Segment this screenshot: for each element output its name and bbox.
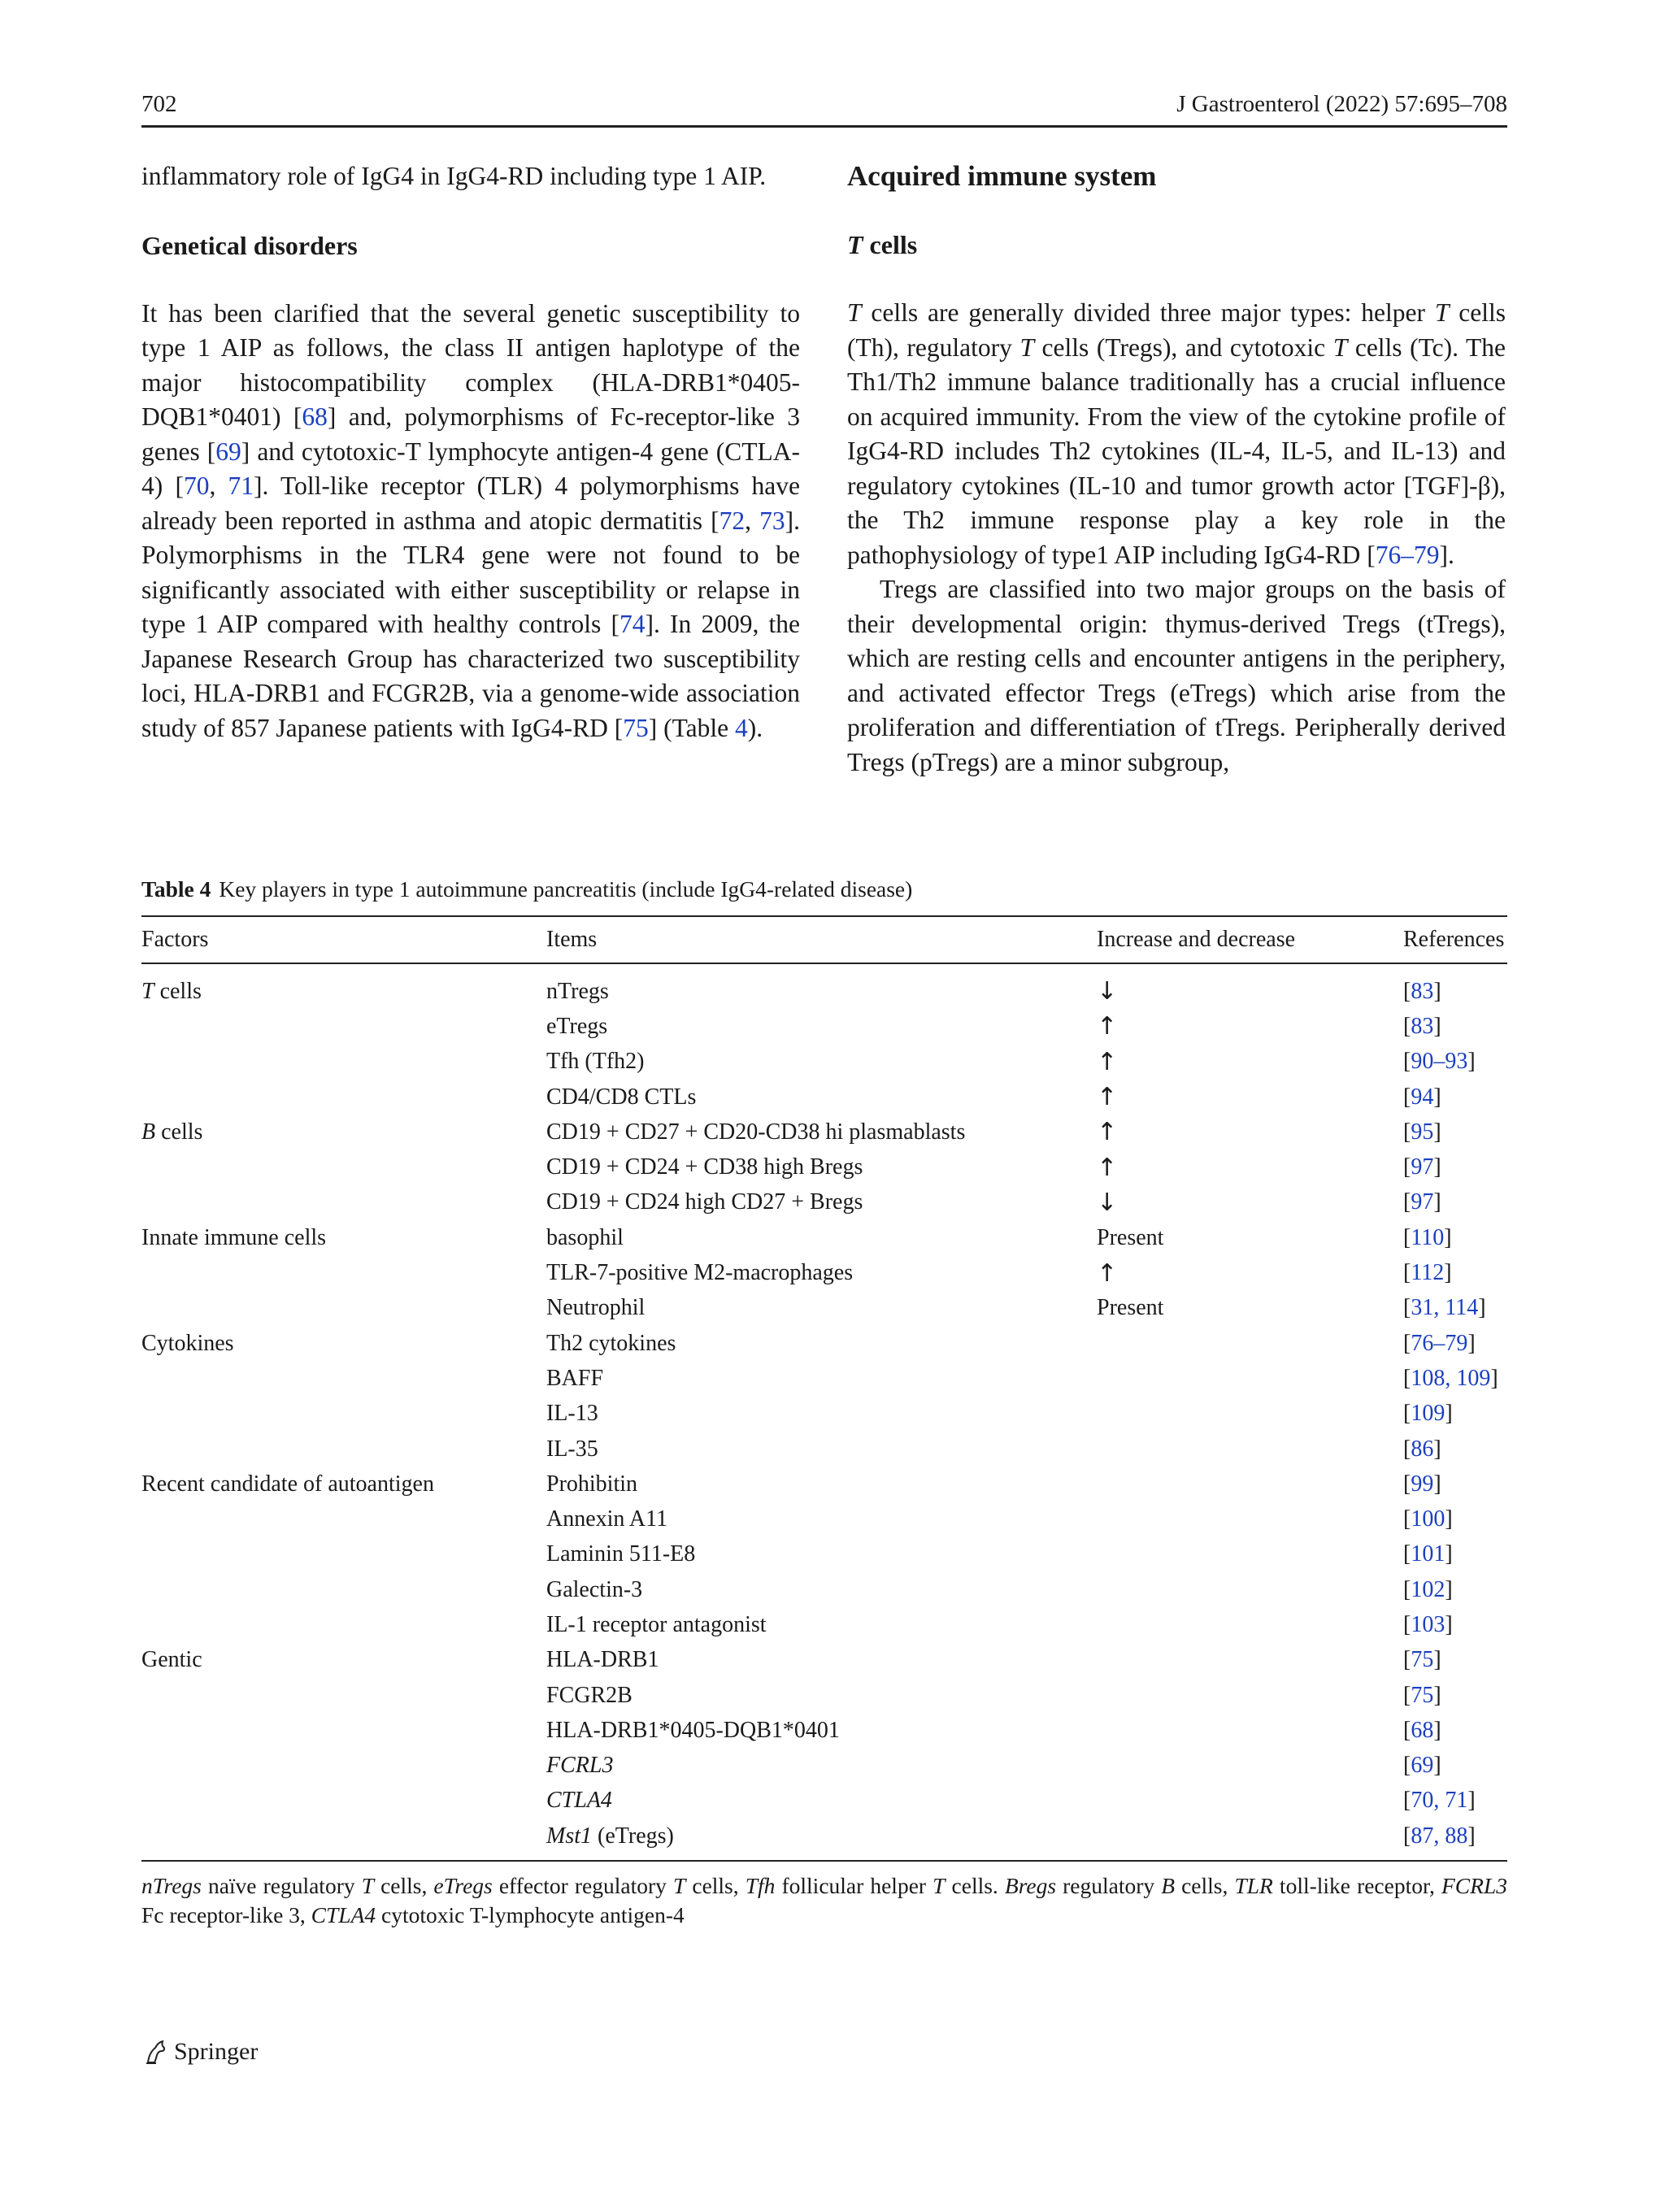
change-cell: [1097, 1784, 1403, 1819]
item-cell: eTregs: [546, 1013, 608, 1039]
factor-cell: [141, 1009, 546, 1044]
item-cell: Annexin A11: [546, 1506, 668, 1532]
factor-cell: [141, 1713, 546, 1748]
table-caption: Table 4 Key players in type 1 autoimmune pancreatitis (include IgG4-related disease): [141, 876, 913, 902]
citation-link[interactable]: 101: [1411, 1541, 1445, 1567]
reference-cell: [68]: [1403, 1717, 1441, 1743]
citation-link[interactable]: 72: [719, 506, 746, 535]
col-header-items: Items: [546, 916, 1097, 963]
citation-link[interactable]: 69: [1411, 1753, 1434, 1779]
table-footnote: nTregs naïve regulatory T cells, eTregs effector regulatory T cells, Tfh follicular helper T cells. Bregs regulatory B cells, TLR toll-like receptor, FCRL3 Fc receptor-like 3, CTLA4 cytotoxic T-lymphocyte antigen-4: [141, 1873, 1507, 1927]
table-row: [141, 1432, 1507, 1467]
table-row: [141, 1115, 1507, 1149]
change-cell: [1097, 1607, 1403, 1642]
running-header: [141, 88, 1507, 128]
reference-cell: [75]: [1403, 1682, 1441, 1708]
change-cell: [1097, 1432, 1403, 1467]
citation-link[interactable]: 76–79: [1375, 540, 1440, 569]
right-column: [847, 159, 1506, 780]
item-cell: Galectin-3: [546, 1576, 643, 1602]
item-cell: Neutrophil: [546, 1295, 646, 1321]
reference-cell: [112]: [1403, 1260, 1452, 1286]
journal-citation: J Gastroenterol (2022) 57:695–708: [1176, 91, 1507, 117]
item-cell: HLA-DRB1: [546, 1647, 659, 1673]
factor-cell: [141, 1397, 546, 1432]
change-cell: Present: [1097, 1295, 1164, 1321]
reference-cell: [83]: [1403, 1013, 1441, 1039]
publisher-footer: [141, 2038, 258, 2066]
change-cell: ↑: [1097, 1258, 1118, 1288]
table-row: [141, 1784, 1507, 1819]
factor-cell: [141, 1149, 546, 1184]
reference-cell: [101]: [1403, 1541, 1453, 1567]
table-row: [141, 1467, 1507, 1501]
citation-link[interactable]: 103: [1411, 1611, 1445, 1637]
table-row: [141, 1045, 1507, 1080]
change-cell: ↑: [1097, 1083, 1118, 1112]
table-row: [141, 1326, 1507, 1361]
page-number: 702: [141, 91, 177, 117]
factor-cell: [141, 1501, 546, 1536]
table-row: [141, 1220, 1507, 1255]
table-row: [141, 1678, 1507, 1713]
item-cell: HLA-DRB1*0405-DQB1*0401: [546, 1717, 840, 1743]
citation-link[interactable]: 69: [215, 437, 241, 466]
citation-link[interactable]: 75: [1411, 1682, 1434, 1708]
table-row: [141, 1185, 1507, 1220]
change-cell: [1097, 1749, 1403, 1784]
table-row: [141, 1643, 1507, 1678]
citation-link[interactable]: 94: [1411, 1084, 1434, 1110]
reference-cell: [90–93]: [1403, 1049, 1476, 1075]
reference-cell: [87, 88]: [1403, 1819, 1507, 1861]
factor-cell: [141, 1819, 546, 1861]
citation-link[interactable]: 83: [1411, 1013, 1434, 1039]
section-heading-acquired: Acquired immune system: [847, 160, 1157, 192]
change-cell: [1097, 1819, 1403, 1861]
factor-cell: Innate immune cells: [141, 1224, 327, 1250]
citation-link[interactable]: 86: [1411, 1436, 1434, 1462]
citation-link[interactable]: 102: [1411, 1576, 1445, 1602]
factor-cell: [141, 1607, 546, 1642]
col-header-change: Increase and decrease: [1097, 916, 1403, 963]
factor-cell: Recent candidate of autoantigen: [141, 1471, 434, 1497]
citation-link[interactable]: 99: [1411, 1471, 1434, 1497]
change-cell: [1097, 1397, 1403, 1432]
citation-link[interactable]: 75: [623, 713, 649, 742]
change-cell: [1097, 1572, 1403, 1607]
subsection-heading-tcells: T cells: [847, 230, 918, 259]
factor-cell: B cells: [141, 1119, 203, 1145]
citation-link[interactable]: 112: [1411, 1260, 1445, 1286]
item-cell: basophil: [546, 1224, 624, 1250]
change-cell: [1097, 1643, 1403, 1678]
section-heading-genetical: Genetical disorders: [141, 230, 358, 260]
factor-cell: [141, 1255, 546, 1290]
item-cell: CD19 + CD24 high CD27 + Bregs: [546, 1189, 863, 1215]
factor-cell: T cells: [141, 978, 202, 1004]
table-row: [141, 1713, 1507, 1748]
table-row: [141, 1572, 1507, 1607]
item-cell: nTregs: [546, 978, 609, 1004]
factor-cell: [141, 1432, 546, 1467]
citation-link[interactable]: 87, 88: [1411, 1823, 1468, 1849]
table-row: [141, 1149, 1507, 1184]
table-row: [141, 1819, 1507, 1861]
citation-link[interactable]: 68: [1411, 1717, 1434, 1743]
change-cell: ↑: [1097, 1118, 1118, 1147]
table-row: [141, 1501, 1507, 1536]
factor-cell: Gentic: [141, 1647, 202, 1673]
reference-cell: [76–79]: [1403, 1330, 1476, 1356]
factor-cell: [141, 1361, 546, 1396]
citation-link[interactable]: 71: [228, 472, 254, 500]
table-link[interactable]: 4: [735, 713, 748, 742]
reference-cell: [99]: [1403, 1471, 1441, 1497]
item-cell: CD19 + CD27 + CD20-CD38 hi plasmablasts: [546, 1119, 966, 1145]
table-row: [141, 1537, 1507, 1572]
table-row: [141, 1009, 1507, 1044]
reference-cell: [94]: [1403, 1084, 1441, 1110]
factor-cell: [141, 1572, 546, 1607]
change-cell: [1097, 1361, 1403, 1396]
item-cell: TLR-7-positive M2-macrophages: [546, 1260, 854, 1286]
item-cell: CD19 + CD24 + CD38 high Bregs: [546, 1154, 863, 1180]
reference-cell: [110]: [1403, 1224, 1452, 1250]
change-cell: [1097, 1326, 1403, 1361]
factor-cell: [141, 1185, 546, 1220]
citation-link[interactable]: 70, 71: [1411, 1788, 1468, 1814]
factor-cell: [141, 1045, 546, 1080]
reference-cell: [97]: [1403, 1189, 1441, 1215]
item-cell: Prohibitin: [546, 1471, 638, 1497]
reference-cell: [69]: [1403, 1753, 1441, 1779]
citation-link[interactable]: 70: [183, 472, 210, 500]
item-cell: FCRL3: [546, 1753, 614, 1779]
table-row: [141, 1255, 1507, 1290]
item-cell: Th2 cytokines: [546, 1330, 676, 1356]
carryover-paragraph: inflammatory role of IgG4 in IgG4-RD including type 1 AIP.: [141, 162, 767, 190]
item-cell: IL-1 receptor antagonist: [546, 1611, 767, 1637]
item-cell: IL-13: [546, 1401, 598, 1427]
table-row: [141, 1607, 1507, 1642]
factor-cell: [141, 1537, 546, 1572]
factor-cell: [141, 1080, 546, 1115]
change-cell: [1097, 1537, 1403, 1572]
citation-link[interactable]: 108, 109: [1411, 1365, 1491, 1391]
item-cell: BAFF: [546, 1365, 604, 1391]
change-cell: [1097, 1467, 1403, 1501]
reference-cell: [97]: [1403, 1154, 1441, 1180]
factor-cell: [141, 1678, 546, 1713]
item-cell: FCGR2B: [546, 1682, 633, 1708]
tregs-paragraph: Tregs are classified into two major groups on the basis of their developmental origin: thymus-derived Tregs (tTregs), which are resting cells and encounter antigens in the periphery, and activated effector Tregs (eTregs) which arise from the proliferation and differentiation of tTregs. Peripherally derived Tregs (pTregs) are a minor subgroup,: [847, 575, 1506, 776]
reference-cell: [108, 109]: [1403, 1365, 1498, 1391]
tcells-paragraph: T cells are generally divided three major types: helper T cells (Th), regulatory T cells (Tregs), and cytotoxic T cells (Tc). The Th1/Th2 immune balance traditionally has a crucial influence on acquired immunity. From the view of the cytokine profile of IgG4-RD includes Th2 cytokines (IL-4, IL-5, and IL-13) and regulatory cytokines (IL-10 and tumor growth actor [TGF]-β), the Th2 immune response play a key role in the pathophysiology of type1 AIP including IgG4-RD [76–79].: [847, 298, 1506, 569]
change-cell: ↑: [1097, 1153, 1118, 1182]
reference-cell: [103]: [1403, 1611, 1453, 1637]
citation-link[interactable]: 97: [1411, 1154, 1434, 1180]
table-row: [141, 1361, 1507, 1396]
reference-cell: [102]: [1403, 1576, 1453, 1602]
citation-link[interactable]: 31, 114: [1411, 1295, 1479, 1321]
table-row: [141, 963, 1507, 1009]
change-cell: Present: [1097, 1224, 1164, 1250]
change-cell: ↑: [1097, 1012, 1118, 1041]
citation-link[interactable]: 74: [619, 610, 646, 638]
change-cell: [1097, 1501, 1403, 1536]
citation-link[interactable]: 110: [1411, 1224, 1445, 1250]
col-header-factors: Factors: [141, 916, 546, 963]
item-cell: Mst1 (eTregs): [546, 1819, 1097, 1861]
table-row: [141, 1397, 1507, 1432]
change-cell: [1097, 1713, 1403, 1748]
change-cell: [1097, 1678, 1403, 1713]
change-cell: ↑: [1097, 1047, 1118, 1076]
genetical-paragraph: It has been clarified that the several genetic susceptibility to type 1 AIP as follows, the class II antigen haplotype of the major histocompatibility complex (HLA-DRB1*0405-DQB1*0401) [68] and, polymorphisms of Fc-receptor-like 3 genes [69] and cytotoxic-T lymphocyte antigen-4 gene (CTLA-4) [70, 71]. Toll-like receptor (TLR) 4 polymorphisms have already been reported in asthma and atopic dermatitis [72, 73]. Polymorphisms in the TLR4 gene were not found to be significantly associated with either susceptibility or relapse in type 1 AIP compared with healthy controls [74]. In 2009, the Japanese Research Group has characterized two susceptibility loci, HLA-DRB1 and FCGR2B, via a genome-wide association study of 857 Japanese patients with IgG4-RD [75] (Table 4).: [141, 298, 801, 742]
publisher-name: Springer: [174, 2038, 259, 2065]
citation-link[interactable]: 75: [1411, 1647, 1434, 1673]
citation-link[interactable]: 76–79: [1411, 1330, 1468, 1356]
citation-link[interactable]: 109: [1411, 1401, 1445, 1427]
factor-cell: [141, 1784, 546, 1819]
reference-cell: [83]: [1403, 978, 1441, 1004]
factor-cell: Cytokines: [141, 1330, 234, 1356]
item-cell: CD4/CD8 CTLs: [546, 1084, 697, 1110]
citation-link[interactable]: 97: [1411, 1189, 1434, 1215]
change-cell: ↓: [1097, 977, 1118, 1006]
reference-cell: [109]: [1403, 1401, 1453, 1427]
citation-link[interactable]: 95: [1411, 1119, 1434, 1145]
left-column: [141, 159, 800, 745]
citation-link[interactable]: 90–93: [1411, 1049, 1468, 1075]
reference-cell: [75]: [1403, 1647, 1441, 1673]
factor-cell: [141, 1749, 546, 1784]
key-players-table: [141, 915, 1507, 1862]
item-cell: Laminin 511-E8: [546, 1541, 696, 1567]
reference-cell: [31, 114]: [1403, 1295, 1486, 1321]
reference-cell: [95]: [1403, 1119, 1441, 1145]
item-cell: Tfh (Tfh2): [546, 1049, 645, 1075]
factor-cell: [141, 1291, 546, 1326]
reference-cell: [86]: [1403, 1436, 1441, 1462]
citation-link[interactable]: 68: [302, 402, 328, 431]
change-cell: ↓: [1097, 1188, 1118, 1217]
table-row: [141, 1080, 1507, 1115]
springer-horse-icon: [141, 2038, 169, 2066]
citation-link[interactable]: 83: [1411, 978, 1434, 1004]
item-cell: CTLA4: [546, 1788, 612, 1814]
citation-link[interactable]: 73: [759, 506, 785, 535]
col-header-references: References: [1403, 916, 1507, 963]
table-row: [141, 1749, 1507, 1784]
table-row: [141, 1291, 1507, 1326]
reference-cell: [100]: [1403, 1506, 1453, 1532]
item-cell: IL-35: [546, 1436, 598, 1462]
reference-cell: [70, 71]: [1403, 1788, 1476, 1814]
citation-link[interactable]: 100: [1411, 1506, 1445, 1532]
